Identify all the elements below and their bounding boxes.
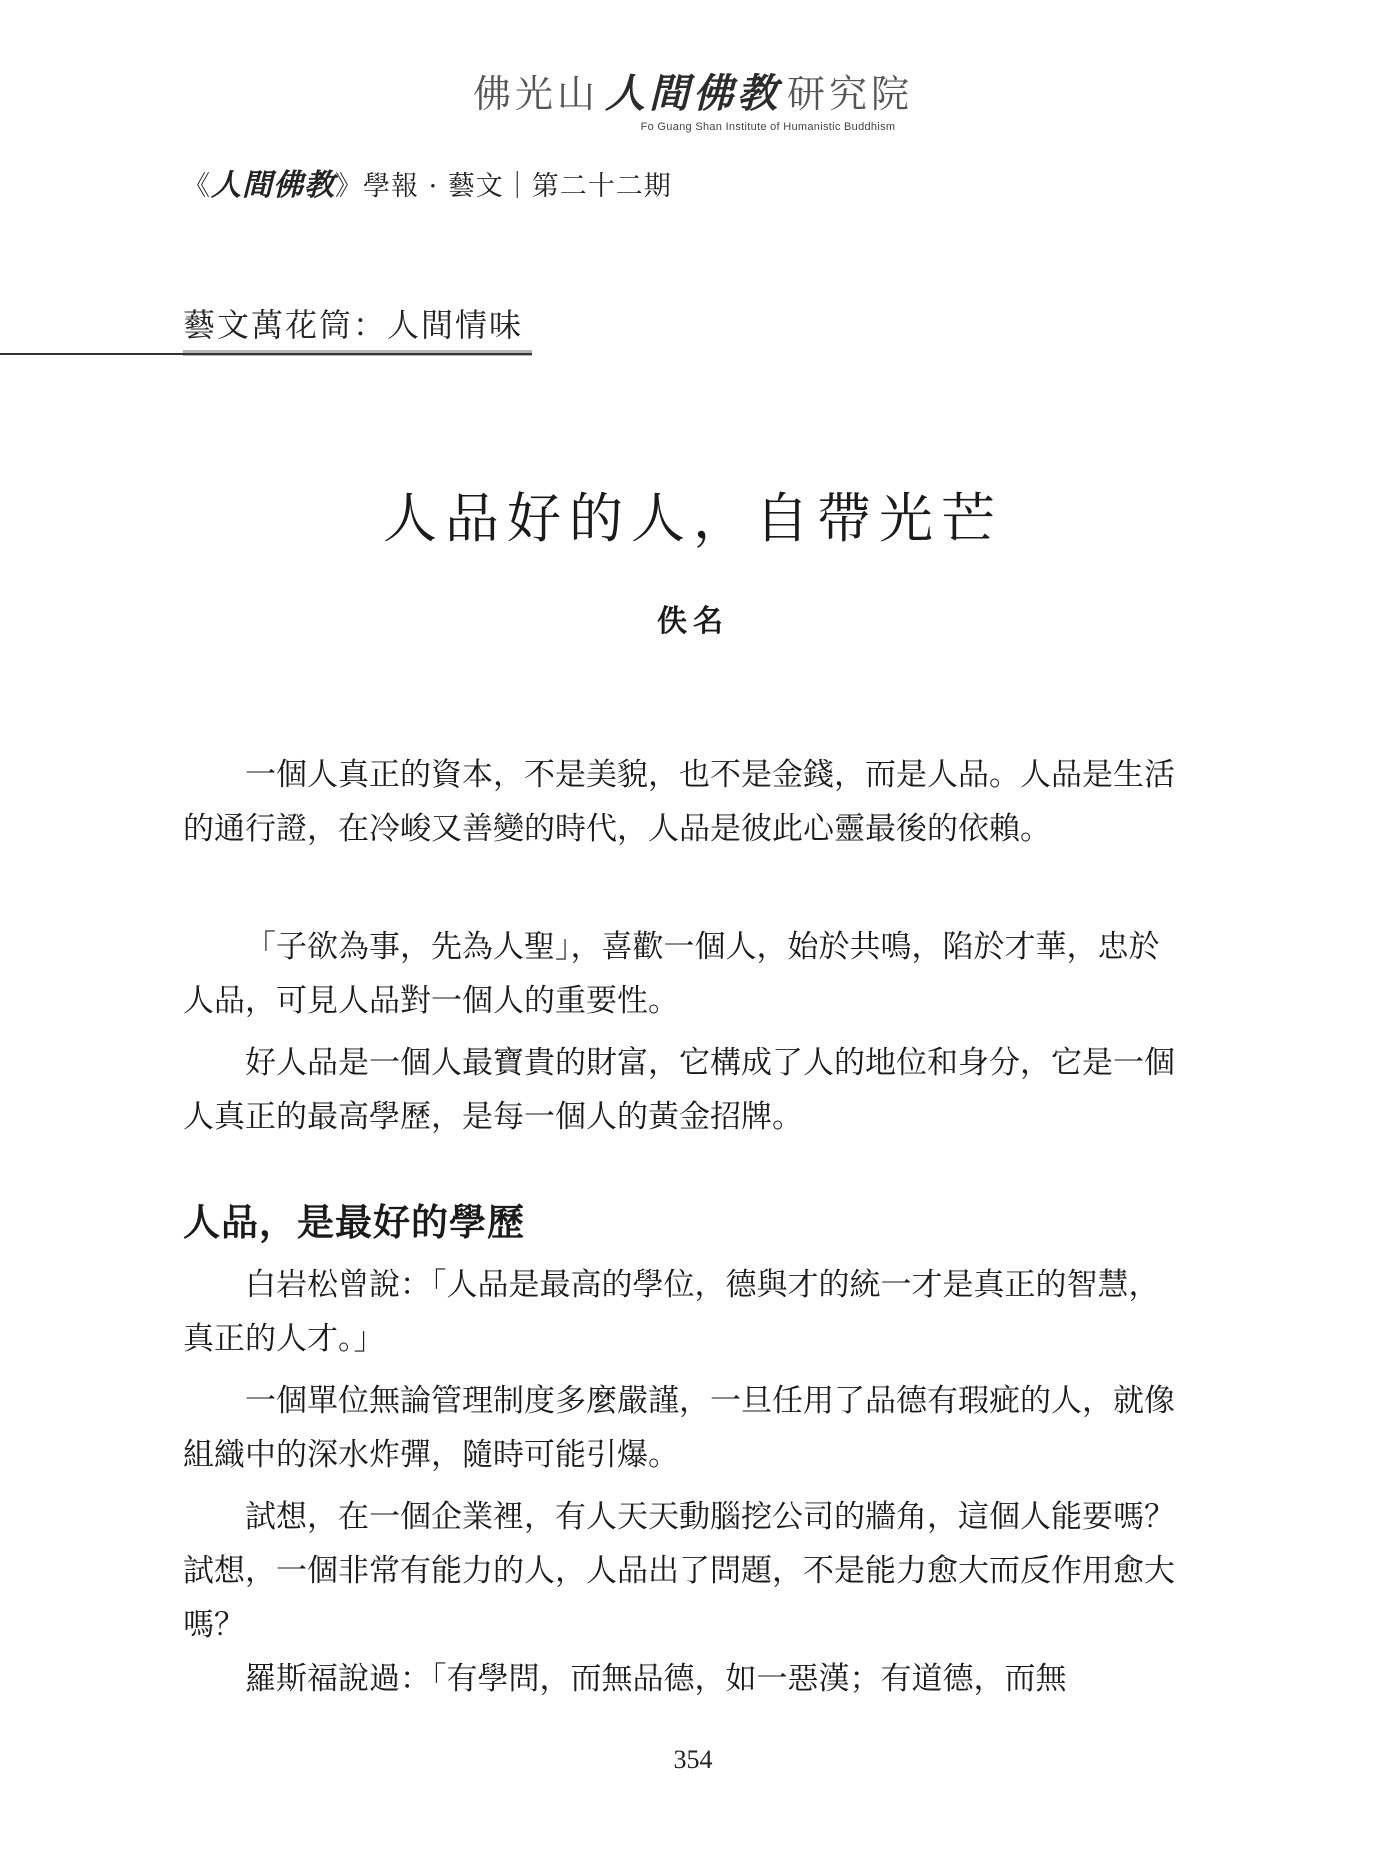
paragraph-text: 「子欲為事，先為人聖」，喜歡一個人，始於共鳴，陷於才華，忠於人品，可見人品對一個人的重要性。 [183, 929, 1160, 1019]
institute-english-name: Fo Guang Shan Institute of Humanistic Buddhism [640, 121, 896, 133]
article-author: 佚名 [657, 604, 729, 639]
journal-running-header [183, 160, 672, 204]
journal-close-bracket: 》 [335, 171, 363, 202]
paragraph [183, 1258, 1183, 1366]
institute-header [0, 62, 1386, 133]
section-underline [0, 353, 532, 355]
institute-suffix: 研究院 [787, 72, 914, 116]
paragraph-text: 一個單位無論管理制度多麼嚴謹，一旦任用了品德有瑕疵的人，就像組織中的深水炸彈，隨時可能引爆。 [183, 1383, 1175, 1473]
paragraph [183, 1374, 1183, 1482]
institute-prefix: 佛光山 [472, 72, 599, 116]
institute-brand-logo: 人間佛教 [605, 71, 781, 117]
page-number: 354 [673, 1745, 713, 1774]
paragraph-text: 羅斯福說過：「有學問，而無品德，如一惡漢；有道德，而無 [245, 1661, 1067, 1697]
paragraph-text: 一個人真正的資本，不是美貌，也不是金錢，而是人品。人品是生活的通行證，在冷峻又善變的時代，人品是彼此心靈最後的依賴。 [183, 757, 1175, 847]
journal-issue-info: 學報 · 藝文｜第二十二期 [363, 171, 672, 202]
paragraph [183, 748, 1183, 856]
article-title: 人品好的人，自帶光芒 [383, 487, 1003, 550]
paragraph [183, 920, 1183, 1028]
journal-brand: 人間佛教 [211, 168, 335, 203]
section-label: 藝文萬花筒：人間情味 [183, 306, 524, 344]
paragraph-text: 試想，在一個企業裡，有人天天動腦挖公司的牆角，這個人能要嗎？試想，一個非常有能力的人，人品出了問題，不是能力愈大而反作用愈大嗎？ [183, 1499, 1175, 1643]
paragraph [183, 1036, 1183, 1144]
paragraph-text: 好人品是一個人最寶貴的財富，它構成了人的地位和身分，它是一個人真正的最高學歷，是每一個人的黃金招牌。 [183, 1045, 1175, 1135]
journal-open-bracket: 《 [183, 171, 211, 202]
paragraph-text: 白岩松曾說：「人品是最高的學位，德與才的統一才是真正的智慧，真正的人才。」 [183, 1267, 1160, 1357]
section-heading: 人品，是最好的學歷 [183, 1200, 525, 1244]
paragraph [183, 1652, 1183, 1706]
paragraph [183, 1490, 1183, 1652]
institute-name [0, 62, 1386, 119]
